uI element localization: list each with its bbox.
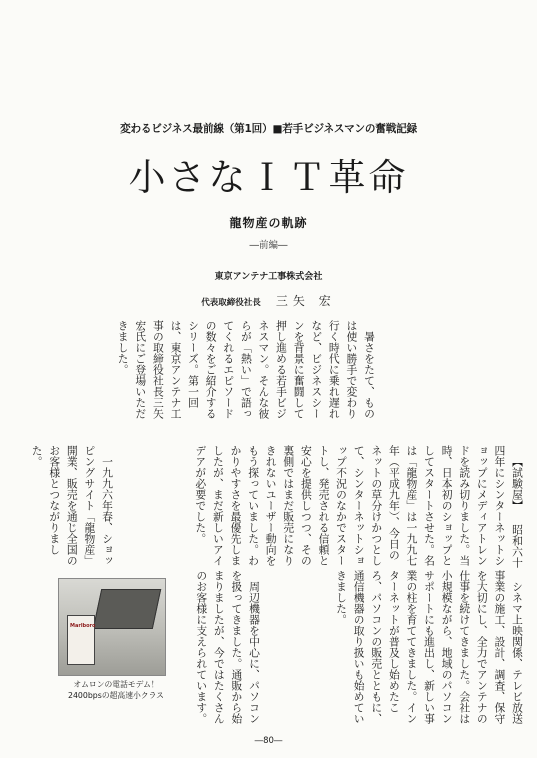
series-heading: 変わるビジネス最前線（第1回）■若手ビジネスマンの奮戦記録 (120, 123, 417, 135)
author-line (0, 290, 537, 309)
caption-line-2: 2400bpsの超高速小クラス (68, 691, 164, 700)
pack-label: Marlboro (70, 623, 96, 629)
photo-caption (58, 679, 174, 701)
article-subtitle: 龍物産の軌跡 (229, 216, 308, 230)
body-text-left: 一九九六年春、ショッピングサイト「龍物産」開業、販売を通じ全国のお客様とつながりました。 (30, 445, 114, 566)
body-column-lower (268, 570, 526, 725)
lead-text: 暑さをたて、ものは使い勝手で変わり行く時代に乗れ遅れなど、ビジネスシーンを背景に奮闘して押し進める若手ビジネスマン。そんな彼らが「熱い」で語ってくれるエピソードの数々をご紹介するシリーズ。第一回は、東京アンテナ工事の取締役社長三矢宏氏にご登場いただきました。 (116, 320, 376, 419)
author-company: 東京アンテナ工事株式会社 (214, 272, 323, 282)
author-name: 三矢 宏 (275, 294, 336, 308)
cigarette-pack-icon (67, 615, 95, 665)
article-title: 小さなＩＴ革命 (128, 156, 409, 199)
modem-device-icon (93, 589, 162, 629)
modem-photo (58, 578, 166, 676)
lead-paragraph (116, 320, 378, 425)
part-label: ―前編― (249, 240, 288, 251)
body-column-upper (116, 445, 526, 568)
author-role: 代表取締役社長 (201, 298, 261, 308)
page-number: ―80― (254, 736, 283, 746)
body-text-upper: 【試験屋】 昭和六十四年にシンターネットショップにメディアトレンドを読み切りました。当時、日本初のショップとしてスタートさせた。名は「龍物産」は一九九七年（平成九年）、今日のネットの草分けかつとして、シンターネットショップ不況のなかでスタートし、発売される信頼と安心を提供しつつ、その裏側ではまだ販売になりきれないユーザー動向をもう探っていました。わかりやすさを最優先しましたが、まだ新しいアイデアが必要でした。 (194, 445, 524, 568)
body-column-left (30, 445, 116, 568)
body-text-lower: シネマ上映関係、テレビ放送事業の施工、設計、調査、保守を大切にし、全力でアンテナの仕事を続けてきました。会社は小規模ながら、地域のパソコンサポートにも進出し、新しい事業の柱を育ててきました。インターネットが普及し始めたころ、パソコンの販売とともに、通信機器の取り扱いも始めていきました。 (335, 570, 524, 724)
caption-line-1: オムロンの電話モデム！ (73, 680, 159, 689)
body-text-small: 周辺機器を中心に、パソコンを扱ってきました。通販から始まりましたが、今ではたくさんのお客様に支えられています。 (195, 570, 261, 724)
body-column-small (168, 570, 263, 725)
